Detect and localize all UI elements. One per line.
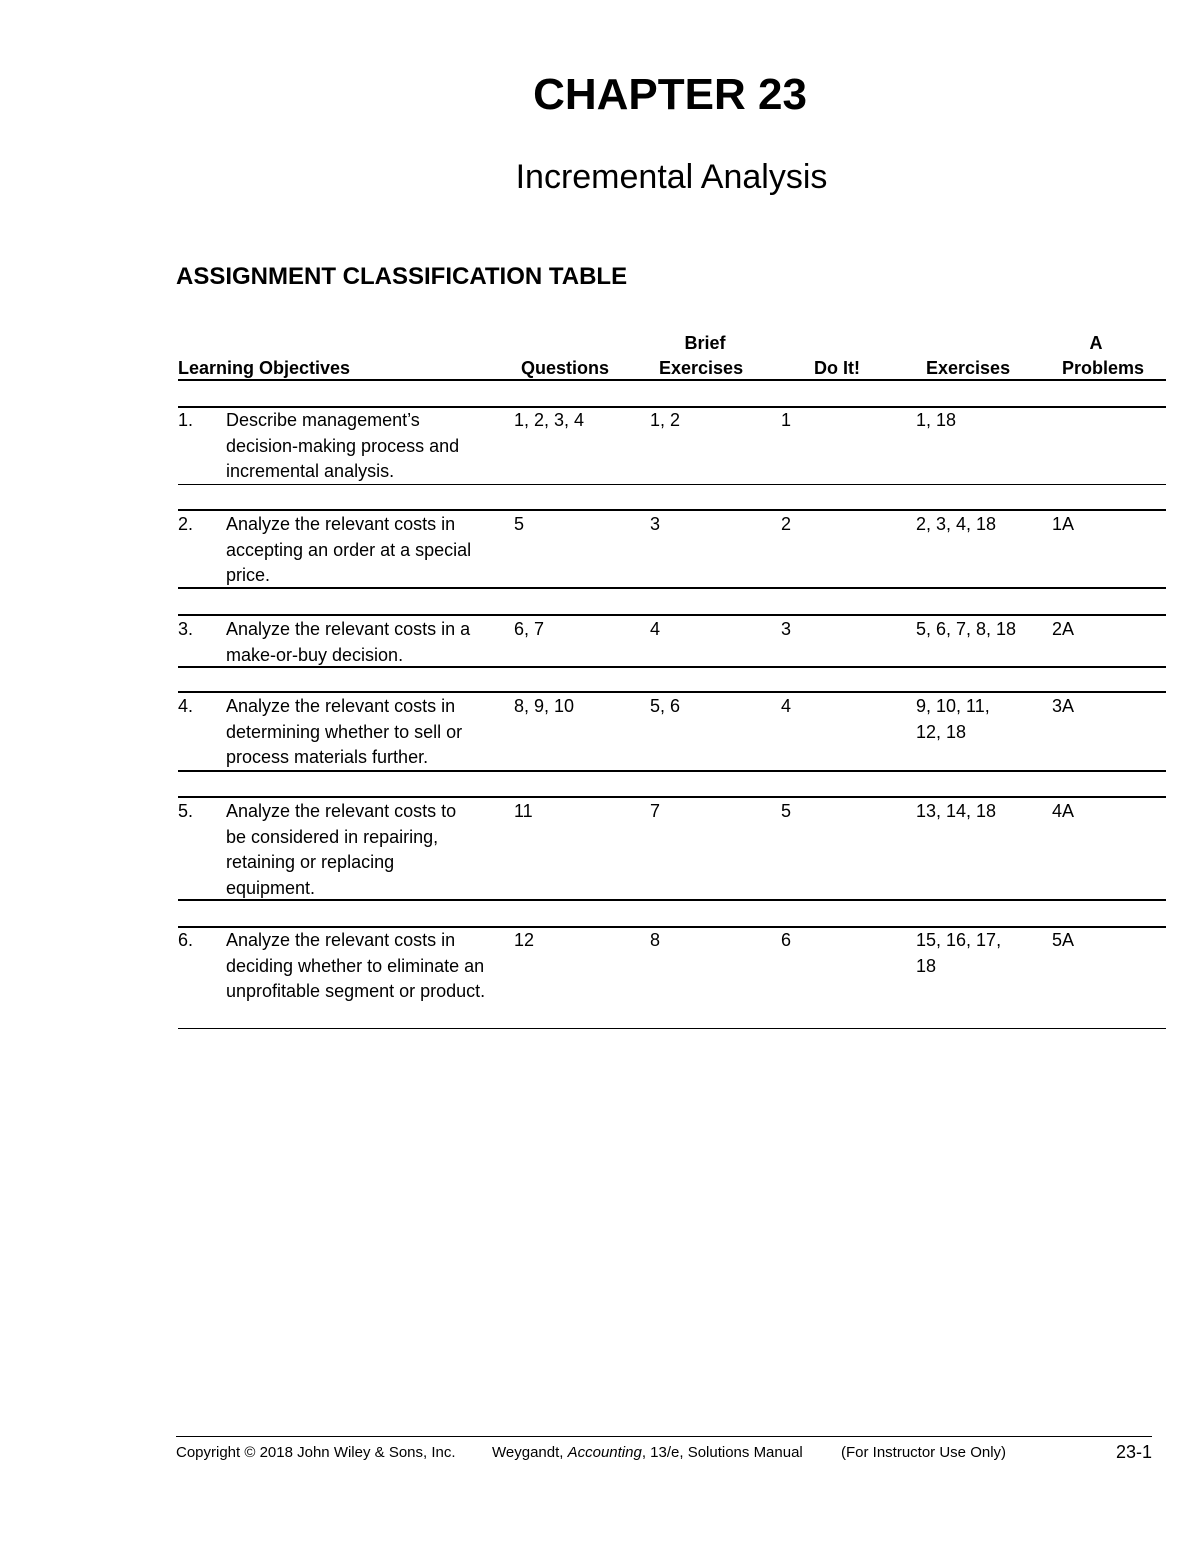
row-rule-top <box>178 614 1166 616</box>
row-rule-bottom <box>178 899 1166 901</box>
footer-copyright: Copyright © 2018 John Wiley & Sons, Inc. <box>176 1444 456 1461</box>
row-brief-exercises: 3 <box>650 514 661 534</box>
row-number: 3. <box>178 619 194 639</box>
header-brief: Brief <box>684 333 726 353</box>
row-exercises: 2, 3, 4, 18 <box>916 514 997 534</box>
row-do-it: 2 <box>781 514 792 534</box>
page-number: 23-1 <box>1115 1442 1152 1462</box>
row-questions: 11 <box>514 801 533 821</box>
row-questions: 5 <box>514 514 525 534</box>
row-do-it: 3 <box>781 619 792 639</box>
row-number: 4. <box>178 696 194 716</box>
row-exercises: 5, 6, 7, 8, 18 <box>916 619 1017 639</box>
footer-rule <box>176 1436 1152 1437</box>
row-rule-bottom <box>178 666 1166 668</box>
header-brief-exercises: Exercises <box>659 358 744 378</box>
row-objective: Analyze the relevant costs in accepting an order at a special price. <box>226 514 472 586</box>
header-questions: Questions <box>521 358 610 378</box>
row-do-it: 1 <box>781 410 792 430</box>
chapter-subtitle: Incremental Analysis <box>515 158 828 196</box>
row-do-it: 5 <box>781 801 792 821</box>
row-rule-bottom <box>178 484 1166 485</box>
row-problems: 3A <box>1052 696 1075 716</box>
row-rule-top <box>178 509 1166 511</box>
row-do-it: 4 <box>781 696 792 716</box>
row-number: 5. <box>178 801 194 821</box>
header-problems: Problems <box>1062 358 1145 378</box>
row-exercises: 1, 18 <box>916 410 957 430</box>
row-rule-bottom <box>178 770 1166 772</box>
row-problems: 4A <box>1052 801 1075 821</box>
row-problems: 2A <box>1052 619 1075 639</box>
row-exercises: 15, 16, 17, 18 <box>916 930 1002 976</box>
row-rule-bottom <box>178 1028 1166 1029</box>
row-exercises: 13, 14, 18 <box>916 801 997 821</box>
row-problems: 5A <box>1052 930 1075 950</box>
row-rule-bottom <box>178 587 1166 589</box>
row-objective: Analyze the relevant costs in determining whether to sell or process materials further. <box>226 696 463 768</box>
row-objective: Analyze the relevant costs in deciding whether to eliminate an unprofitable segment or product. <box>226 930 486 1002</box>
header-rule <box>178 379 1166 381</box>
row-brief-exercises: 5, 6 <box>650 696 681 716</box>
header-a: A <box>1089 333 1103 353</box>
row-objective: Analyze the relevant costs in a make-or-buy decision. <box>226 619 471 665</box>
row-number: 6. <box>178 930 194 950</box>
chapter-title: CHAPTER 23 <box>533 70 807 119</box>
footer-citation <box>492 1444 803 1461</box>
footer-edition: , 13/e, Solutions Manual <box>641 1444 803 1461</box>
row-problems: 1A <box>1052 514 1075 534</box>
row-brief-exercises: 4 <box>650 619 661 639</box>
header-do-it: Do It! <box>814 358 860 378</box>
footer-instructor-note: (For Instructor Use Only) <box>841 1444 1007 1461</box>
row-exercises: 9, 10, 11, 12, 18 <box>916 696 990 742</box>
header-learning-objectives: Learning Objectives <box>178 358 351 378</box>
row-objective: Analyze the relevant costs to be considered in repairing, retaining or replacing equipment. <box>226 801 457 899</box>
row-brief-exercises: 7 <box>650 801 661 821</box>
row-objective: Describe management’s decision-making process and incremental analysis. <box>226 410 460 482</box>
row-questions: 12 <box>514 930 535 950</box>
row-number: 1. <box>178 410 194 430</box>
table-heading: ASSIGNMENT CLASSIFICATION TABLE <box>176 263 628 290</box>
row-questions: 1, 2, 3, 4 <box>514 410 585 430</box>
row-do-it: 6 <box>781 930 792 950</box>
row-brief-exercises: 1, 2 <box>650 410 681 430</box>
footer-book-title: Accounting <box>567 1444 642 1461</box>
row-brief-exercises: 8 <box>650 930 661 950</box>
row-questions: 8, 9, 10 <box>514 696 575 716</box>
header-exercises: Exercises <box>926 358 1011 378</box>
footer-author: Weygandt, <box>492 1444 564 1461</box>
row-rule-top <box>178 796 1166 798</box>
row-questions: 6, 7 <box>514 619 545 639</box>
row-number: 2. <box>178 514 194 534</box>
row-rule-top <box>178 691 1166 693</box>
